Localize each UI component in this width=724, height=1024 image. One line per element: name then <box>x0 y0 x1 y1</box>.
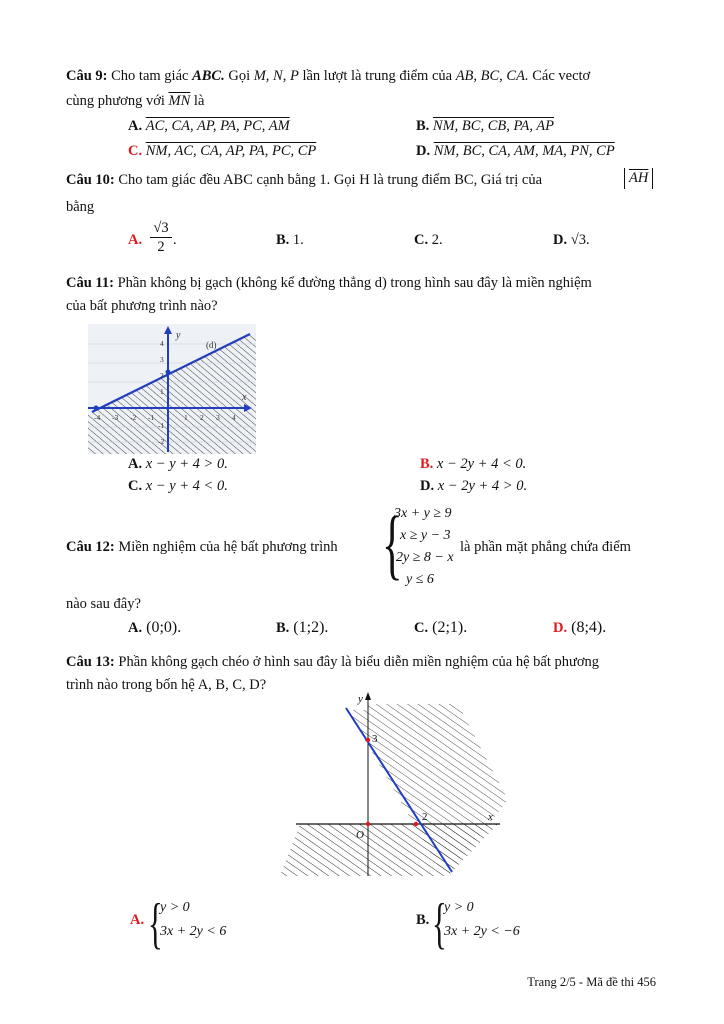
svg-text:3: 3 <box>216 413 220 422</box>
q13-line2: trình nào trong bốn hệ A, B, C, D? <box>66 677 267 693</box>
q12-line1: Câu 12: Miền nghiệm của hệ bất phương trình <box>66 539 338 555</box>
q9-text3: lần lượt là trung điểm của <box>302 68 453 84</box>
q11-option-b[interactable]: B. x − 2y + 4 < 0. <box>420 456 527 472</box>
q12-option-c[interactable]: C. (2;1). <box>414 619 468 636</box>
q10-option-b[interactable]: B. 1. <box>276 232 304 248</box>
q13-line1: Câu 13: Phần không gạch chéo ở hình sau đây là biểu diễn miền nghiệm của hệ bất phương <box>66 654 600 670</box>
q9-mn-vector: $\overline{MN}$ <box>168 93 191 109</box>
q9-text2: Gọi <box>228 68 251 84</box>
q9-option-b[interactable]: B. NM, BC, CB, PA, AP <box>416 118 555 134</box>
q12-option-a[interactable]: A. (0;0). <box>128 619 182 636</box>
q10-option-a[interactable]: A. <box>128 232 143 248</box>
q9-line2 <box>66 93 204 110</box>
q10-line1 <box>66 172 542 189</box>
svg-text:1: 1 <box>160 387 164 396</box>
q11-option-c[interactable]: C. x − y + 4 < 0. <box>128 478 228 494</box>
q10-option-a-fraction: $\frac{√3}{2}$ <box>150 220 172 256</box>
q11-option-a[interactable]: A. x − y + 4 > 0. <box>128 456 228 472</box>
q9-option-a[interactable]: A. AC, CA, AP, PA, PC, AM <box>128 118 290 134</box>
q9-label: Câu 9: <box>66 68 108 84</box>
q11-option-d[interactable]: D. x − 2y + 4 > 0. <box>420 478 528 494</box>
q9-text: Cho tam giác <box>111 68 189 84</box>
q11-label: Câu 11: <box>66 275 114 291</box>
q9-option-c[interactable]: C. NM, AC, CA, AP, PA, PC, CP <box>128 143 317 159</box>
q13-y-mark: 3 <box>372 733 378 745</box>
q10-option-d[interactable]: D. √3. <box>553 232 590 248</box>
q10-ah-abs: $\overline{AH}$ <box>624 168 653 189</box>
svg-text:1: 1 <box>184 413 188 422</box>
svg-text:-2: -2 <box>158 437 165 446</box>
q10-line2: bằng <box>66 199 95 215</box>
svg-text:4: 4 <box>232 413 236 422</box>
q11-line2: của bất phương trình nào? <box>66 298 218 314</box>
q9-sides: AB, BC, CA. <box>455 68 529 84</box>
q11-line1: Câu 11: Phần không bị gạch (không kể đường thẳng d) trong hình sau đây là miền nghiệm <box>66 275 592 291</box>
q11-x-label: x <box>242 392 247 403</box>
q12-brace: { <box>382 500 403 587</box>
q10-text: Cho tam giác đều ABC cạnh bằng 1. Gọi H là trung điểm BC, Giá trị của <box>118 172 543 188</box>
q13-label: Câu 13: <box>66 654 115 670</box>
page-footer: Trang 2/5 - Mã đề thi 456 <box>527 975 656 989</box>
q10-option-c[interactable]: C. 2. <box>414 232 443 248</box>
q12-option-d[interactable]: D. (8;4). <box>553 619 607 636</box>
svg-text:3: 3 <box>160 355 164 364</box>
q11-y-label: y <box>176 330 181 341</box>
svg-text:-3: -3 <box>112 413 119 422</box>
q13-hatched-lower <box>280 824 498 876</box>
q11-graph <box>88 324 256 454</box>
q9-line2a: cùng phương với <box>66 93 165 109</box>
q13-x-mark: 2 <box>422 811 428 823</box>
q9-line1 <box>66 68 590 85</box>
q13-origin-label: O <box>356 829 364 841</box>
q9-abc: ABC. <box>192 68 225 84</box>
svg-text:-1: -1 <box>148 413 155 422</box>
svg-text:4: 4 <box>160 339 164 348</box>
q9-mnp: M, N, P <box>253 68 299 84</box>
q13-graph <box>272 690 512 876</box>
q10-label: Câu 10: <box>66 172 115 188</box>
q13-y-label: y <box>358 693 363 705</box>
q12-text2: là phần mặt phẳng chứa điểm <box>460 539 631 555</box>
q9-line2b: là <box>193 93 205 109</box>
svg-text:-2: -2 <box>130 413 137 422</box>
q12-line2: nào sau đây? <box>66 596 141 612</box>
q9-option-d[interactable]: D. NM, BC, CA, AM, MA, PN, CP <box>416 143 615 159</box>
q13-x-label: x <box>488 811 493 823</box>
svg-text:-4: -4 <box>94 413 101 422</box>
svg-text:2: 2 <box>160 371 164 380</box>
q9-text4: Các vectơ <box>532 68 591 84</box>
q12-option-b[interactable]: B. (1;2). <box>276 619 329 636</box>
svg-text:-1: -1 <box>158 421 165 430</box>
q11-line-label: (d) <box>206 340 217 350</box>
q12-label: Câu 12: <box>66 539 115 555</box>
svg-text:2: 2 <box>200 413 204 422</box>
